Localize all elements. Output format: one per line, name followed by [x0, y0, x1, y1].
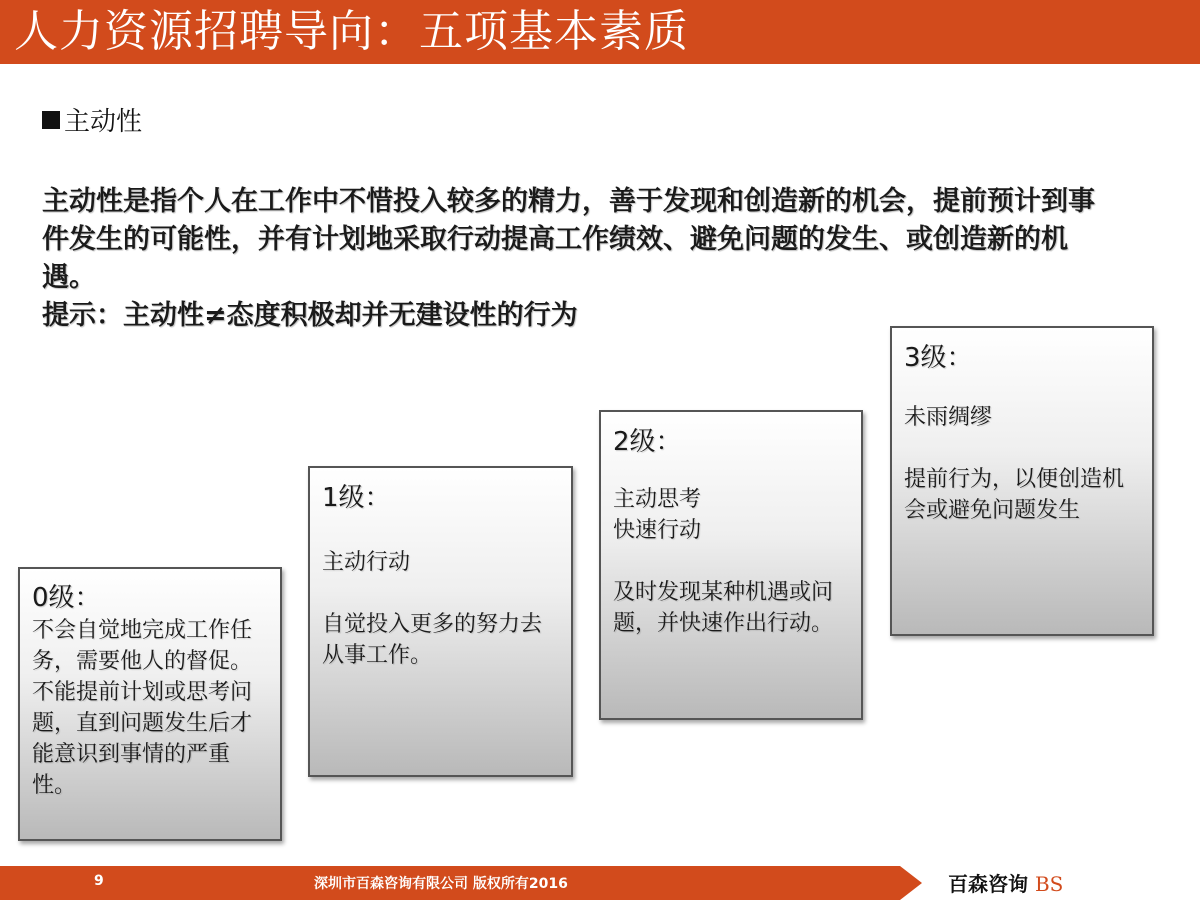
- level-2-keyword-2: 快速行动: [613, 518, 702, 543]
- hint-line: 提示：主动性≠态度积极却并无建设性的行为: [42, 300, 578, 331]
- level-1-spacer-2: [322, 578, 571, 609]
- level-2-label: 2级：: [613, 427, 682, 457]
- level-0-box: [18, 567, 282, 841]
- section-heading: [42, 104, 142, 140]
- level-1-label: 1级：: [322, 483, 391, 513]
- level-3-box: [890, 326, 1154, 636]
- page-number: 9: [94, 873, 104, 889]
- level-2-description: 及时发现某种机遇或问题，并快速作出行动。: [613, 580, 834, 636]
- section-heading-text: 主动性: [64, 107, 143, 137]
- level-0-label: 0级：: [32, 583, 101, 613]
- definition-paragraph: 主动性是指个人在工作中不惜投入较多的精力，善于发现和创造新的机会，提前预计到事件发生的可能性，并有计划地采取行动提高工作绩效、避免问题的发生、或创造新的机遇。: [42, 186, 1095, 293]
- level-3-description: 提前行为，以便创造机会或避免问题发生: [904, 467, 1125, 523]
- title-bar: [0, 0, 1200, 64]
- brand-suffix: BS: [1034, 872, 1064, 896]
- level-1-box: [308, 466, 573, 777]
- brand-logo: [948, 868, 1063, 897]
- copyright-text: 深圳市百森咨询有限公司 版权所有2016: [314, 876, 568, 892]
- level-2-box: [599, 410, 863, 720]
- level-0-description: 不会自觉地完成工作任务，需要他人的督促。不能提前计划或思考问题，直到问题发生后才能意识到事情的严重性。: [32, 618, 253, 798]
- level-3-spacer-2: [904, 433, 1152, 464]
- body-text: [42, 183, 1102, 335]
- level-3-spacer: [904, 376, 1152, 402]
- level-2-spacer: [613, 460, 861, 484]
- level-3-keyword: 未雨绸缪: [904, 405, 993, 430]
- level-1-spacer: [322, 516, 571, 547]
- square-bullet-icon: [42, 111, 60, 129]
- level-2-spacer-2: [613, 546, 861, 577]
- level-3-label: 3级：: [904, 343, 973, 373]
- level-1-description: 自觉投入更多的努力去从事工作。: [322, 612, 543, 668]
- level-2-keyword-1: 主动思考: [613, 487, 702, 512]
- level-1-keyword: 主动行动: [322, 550, 411, 575]
- footer-arrow-icon: [900, 866, 922, 900]
- page-title: 人力资源招聘导向：五项基本素质: [14, 6, 689, 57]
- brand-name: 百森咨询: [948, 872, 1028, 896]
